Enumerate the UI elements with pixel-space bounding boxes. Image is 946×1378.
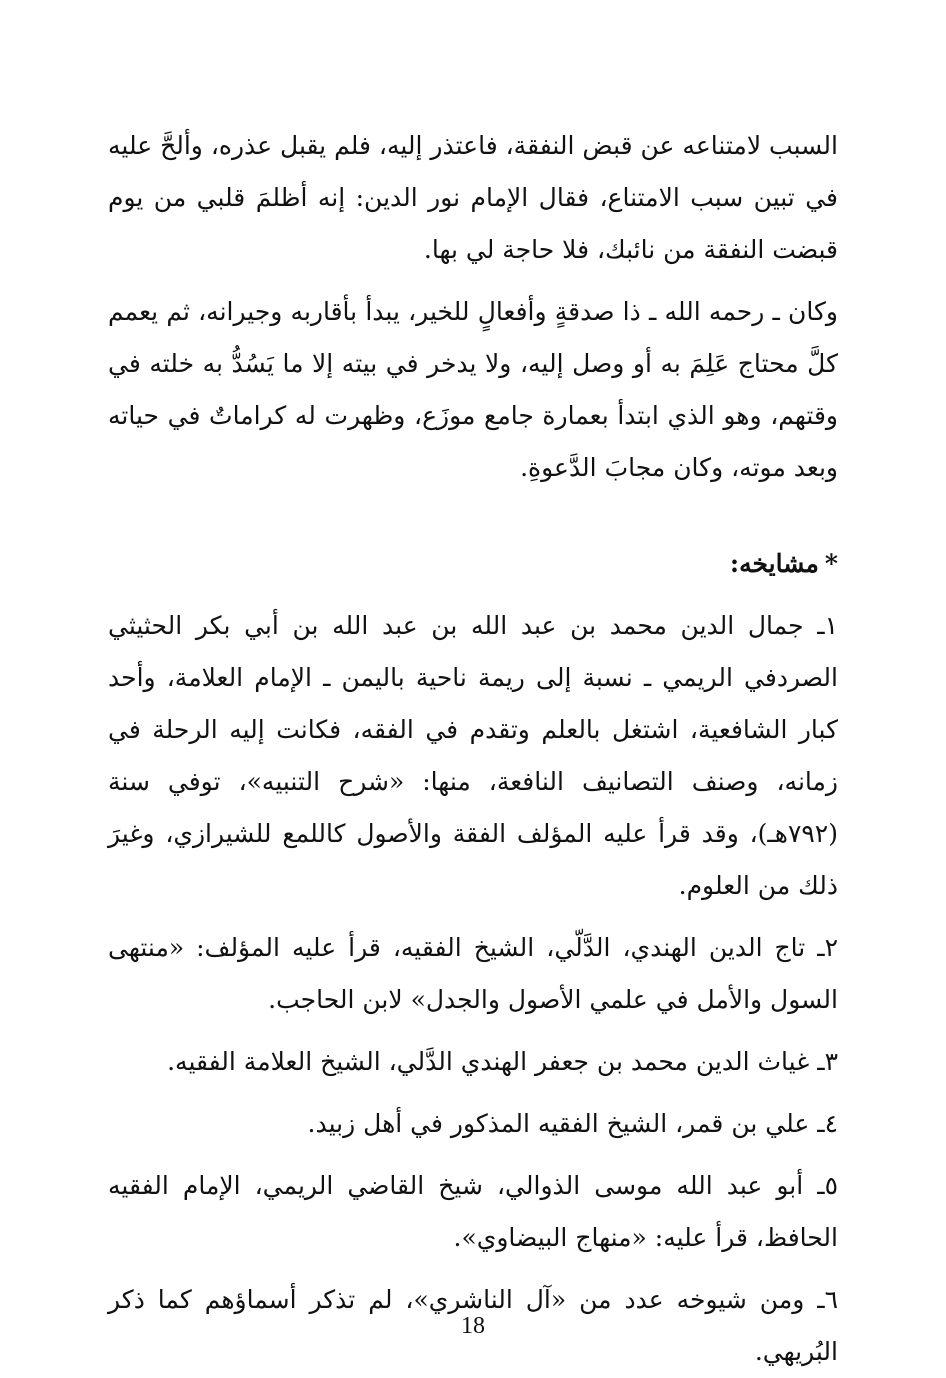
teacher-item-2: ٢ـ تاج الدين الهندي، الدَّلّي، الشيخ الفقيه، قرأ عليه المؤلف: «منتهى السول والأمل في علمي الأصول والجدل» لابن الحاجب.	[108, 933, 838, 1014]
paragraph-fasting-story: السبب لامتناعه عن قبض النفقة، فاعتذر إليه، فلم يقبل عذره، وألحَّ عليه في تبين سبب الامتناع، فقال الإمام نور الدين: إنه أظلمَ قلبي من يوم قبضت النفقة من نائبك، فلا حاجة لي بها.	[108, 131, 838, 264]
page-number: 18	[461, 1313, 485, 1339]
teacher-item-5: ٥ـ أبو عبد الله موسى الذوالي، شيخ القاضي الريمي، الإمام الفقيه الحافظ، قرأ عليه: «منهاج البيضاوي».	[108, 1171, 838, 1252]
section-heading-label: مشايخه:	[729, 549, 819, 578]
asterisk-bullet: *	[824, 549, 838, 578]
teacher-item-3: ٣ـ غياث الدين محمد بن جعفر الهندي الدَّلي، الشيخ العلامة الفقيه.	[167, 1047, 838, 1076]
paragraph-charity: وكان ـ رحمه الله ـ ذا صدقةٍ وأفعالٍ للخير، يبدأ بأقاربه وجيرانه، ثم يعمم كلَّ محتاج عَلِمَ به أو وصل إليه، ولا يدخر في بيته إلا ما يَسُدُّ به خلته في وقتهم، وهو الذي ابتدأ بعمارة جامع موزَع، وظهرت له كراماتٌ في حياته وبعد موته، وكان مجابَ الدَّعوةِ.	[108, 297, 838, 482]
page-body	[108, 120, 838, 1378]
teacher-item-6: ٦ـ ومن شيوخه عدد من «آل الناشري»، لم تذكر أسماؤهم كما ذكر البُريهي.	[108, 1285, 838, 1366]
teacher-item-1: ١ـ جمال الدين محمد بن عبد الله بن عبد الله بن أبي بكر الحثيثي الصردفي الريمي ـ نسبة إلى ريمة ناحية باليمن ـ الإمام العلامة، وأحد كبار الشافعية، اشتغل بالعلم وتقدم في الفقه، فكانت إليه الرحلة في زمانه، وصنف التصانيف النافعة، منها: «شرح التنبيه»، توفي سنة (٧٩٢هـ)، وقد قرأ عليه المؤلف الفقة والأصول كاللمع للشيرازي، وغيرَ ذلك من العلوم.	[108, 611, 838, 900]
teacher-item-4: ٤ـ علي بن قمر، الشيخ الفقيه المذكور في أهل زبيد.	[307, 1109, 838, 1138]
section-heading-teachers	[108, 538, 838, 590]
